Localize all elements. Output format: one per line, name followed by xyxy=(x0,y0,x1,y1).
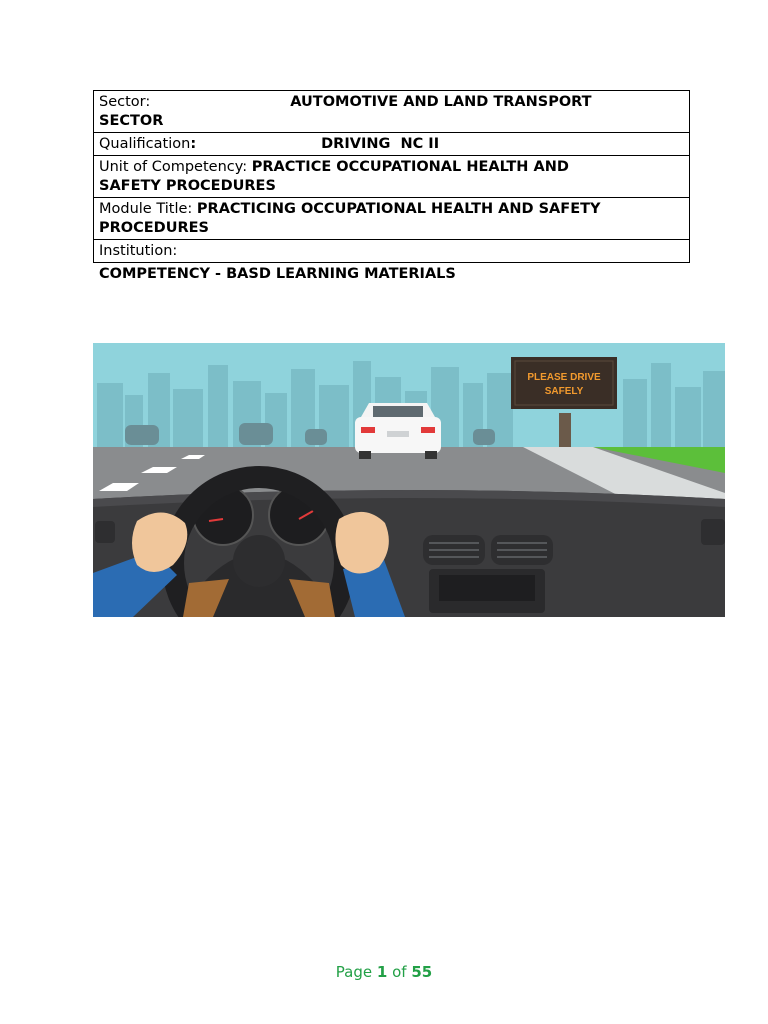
module-value-continued: PROCEDURES xyxy=(99,220,209,236)
qualification-row xyxy=(94,133,690,156)
left-vent xyxy=(95,521,115,543)
document-subtitle: COMPETENCY - BASD LEARNING MATERIALS xyxy=(99,266,456,282)
total-page-count: 55 xyxy=(411,963,433,981)
car-ahead xyxy=(355,403,441,459)
page-number-footer xyxy=(0,963,768,981)
unit-row xyxy=(94,156,690,198)
module-cell xyxy=(94,198,690,240)
module-row xyxy=(94,198,690,240)
qualification-value: DRIVING NC II xyxy=(321,136,440,152)
unit-label: Unit of Competency: xyxy=(99,159,252,175)
qualification-cell xyxy=(94,133,690,156)
page-of: of xyxy=(387,963,412,981)
driving-illustration xyxy=(93,343,725,617)
sector-value-continued: SECTOR xyxy=(99,113,164,129)
sector-cell xyxy=(94,91,690,133)
document-header-table xyxy=(93,90,690,263)
radio-panel xyxy=(429,569,545,613)
qualification-colon: : xyxy=(190,136,197,152)
unit-value: PRACTICE OCCUPATIONAL HEALTH AND xyxy=(251,159,569,175)
sector-value: AUTOMOTIVE AND LAND TRANSPORT xyxy=(290,94,592,110)
unit-value-continued: SAFETY PROCEDURES xyxy=(99,178,276,194)
sign-text-line2: SAFELY xyxy=(544,386,584,397)
module-value: PRACTICING OCCUPATIONAL HEALTH AND SAFETY xyxy=(196,201,601,217)
module-label: Module Title: xyxy=(99,201,197,217)
sign-text-line1: PLEASE DRIVE xyxy=(527,372,601,383)
page-prefix: Page xyxy=(335,963,377,981)
right-vent xyxy=(701,519,725,545)
sector-label: Sector: xyxy=(99,94,151,110)
institution-label: Institution: xyxy=(99,243,178,259)
current-page-number: 1 xyxy=(376,963,388,981)
sector-row xyxy=(94,91,690,133)
institution-cell xyxy=(94,240,690,263)
qualification-label: Qualification xyxy=(99,136,191,152)
unit-cell xyxy=(94,156,690,198)
institution-row xyxy=(94,240,690,263)
